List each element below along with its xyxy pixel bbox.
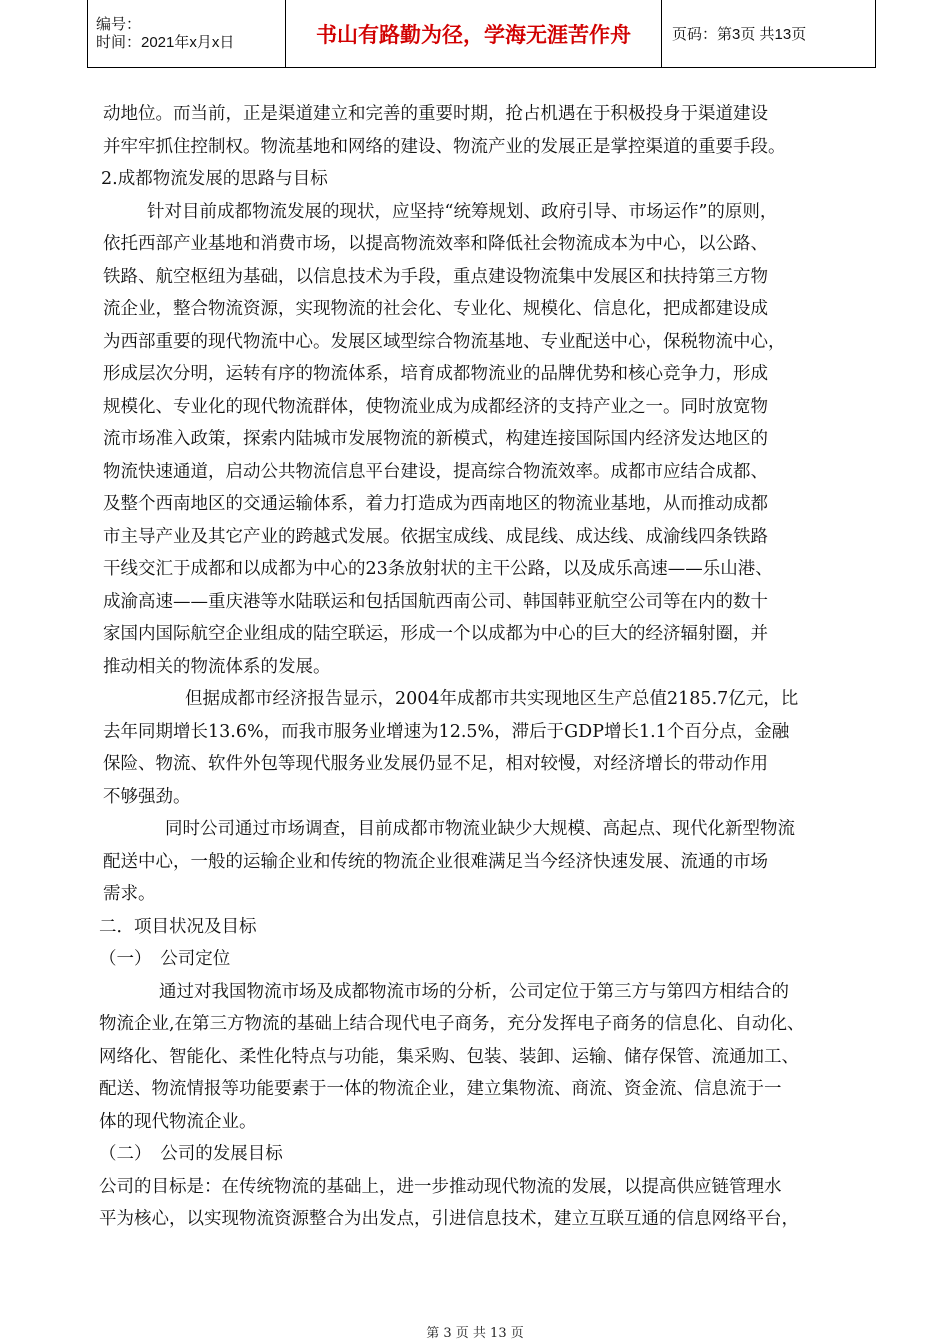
header-page-cell [662, 0, 875, 67]
text-line: 铁路、航空枢纽为基础，以信息技术为手段，重点建设物流集中发展区和扶持第三方物 [103, 266, 768, 287]
paragraph-start: 但据成都市经济报告显示，2004年成都市共实现地区生产总值2185.7亿元，比 [185, 689, 799, 709]
text-line: 形成层次分明，运转有序的物流体系，培育成都物流业的品牌优势和核心竞争力，形成 [103, 364, 768, 384]
text-line: 家国内国际航空企业组成的陆空联运，形成一个以成都为中心的巨大的经济辐射圈，并 [103, 624, 768, 644]
text-line: 规模化、专业化的现代物流群体，使物流业成为成都经济的支持产业之一。同时放宽物 [103, 396, 768, 417]
subsection-heading: （二） 公司的发展目标 [99, 1144, 283, 1164]
text-line: 平为核心，以实现物流资源整合为出发点，引进信息技术，建立互联互通的信息网络平台， [99, 1209, 799, 1229]
text-line: 网络化、智能化、柔性化特点与功能，集采购、包装、装卸、运输、储存保管、流通加工、 [99, 1046, 799, 1067]
text-line: 不够强劲。 [103, 786, 191, 807]
text-line: 配送中心，一般的运输企业和传统的物流企业很难满足当今经济快速发展、流通的市场 [103, 851, 768, 872]
text-line: 及整个西南地区的交通运输体系，着力打造成为西南地区的物流业基地，从而推动成都 [103, 494, 768, 514]
page-number-label: 页码：第3页 共13页 [672, 26, 807, 43]
header-motto-cell [286, 0, 662, 67]
text-line: 配送、物流情报等功能要素于一体的物流企业，建立集物流、商流、资金流、信息流于一 [99, 1079, 782, 1099]
text-line: 公司的目标是：在传统物流的基础上，进一步推动现代物流的发展，以提高供应链管理水 [99, 1176, 782, 1197]
text-line: 体的现代物流企业。 [99, 1111, 257, 1132]
section-heading: 2.成都物流发展的思路与目标 [101, 169, 328, 189]
text-line: 并牢牢抓住控制权。物流基地和网络的建设、物流产业的发展正是掌控渠道的重要手段。 [103, 136, 786, 157]
text-line: 成渝高速——重庆港等水陆联运和包括国航西南公司、韩国韩亚航空公司等在内的数十 [103, 591, 768, 612]
text-line: 物流快速通道，启动公共物流信息平台建设，提高综合物流效率。成都市应结合成都、 [103, 461, 768, 482]
text-line: 流市场准入政策，探索内陆城市发展物流的新模式，构建连接国际国内经济发达地区的 [103, 429, 768, 449]
paragraph-start: 针对目前成都物流发展的现状，应坚持“统筹规划、政府引导、市场运作”的原则， [147, 201, 778, 222]
paragraph-start: 通过对我国物流市场及成都物流市场的分析，公司定位于第三方与第四方相结合的 [159, 981, 789, 1002]
section-heading: 二．项目状况及目标 [99, 916, 257, 937]
page-header [87, 0, 876, 68]
text-line: 流企业，整合物流资源，实现物流的社会化、专业化、规模化、信息化，把成都建设成 [103, 299, 768, 319]
header-info-cell [88, 0, 286, 67]
document-body [99, 98, 873, 1236]
text-line: 去年同期增长13.6%，而我市服务业增速为12.5%，滞后于GDP增长1.1个百分点，金融 [103, 721, 790, 742]
text-line: 推动相关的物流体系的发展。 [103, 656, 331, 677]
text-line: 物流企业,在第三方物流的基础上结合现代电子商务，充分发挥电子商务的信息化、自动化、 [99, 1014, 805, 1034]
subsection-heading: （一） 公司定位 [99, 949, 231, 969]
text-line: 市主导产业及其它产业的跨越式发展。依据宝成线、成昆线、成达线、成渝线四条铁路 [103, 526, 768, 547]
text-line: 需求。 [103, 884, 156, 904]
text-line: 干线交汇于成都和以成都为中心的23条放射状的主干公路，以及成乐高速——乐山港、 [103, 559, 773, 579]
paragraph-start: 同时公司通过市场调查，目前成都市物流业缺少大规模、高起点、现代化新型物流 [165, 819, 795, 839]
page-footer: 第 3 页 共 13 页 [426, 1326, 524, 1341]
text-line: 保险、物流、软件外包等现代服务业发展仍显不足，相对较慢，对经济增长的带动作用 [103, 754, 768, 774]
time-label: 时间：2021年x月x日 [96, 33, 235, 51]
text-line: 动地位。而当前，正是渠道建立和完善的重要时期，抢占机遇在于积极投身于渠道建设 [103, 104, 768, 124]
number-label: 编号： [96, 15, 142, 33]
motto-text: 书山有路勤为径，学海无涯苦作舟 [316, 22, 631, 47]
text-line: 为西部重要的现代物流中心。发展区域型综合物流基地、专业配送中心，保税物流中心， [103, 331, 786, 352]
text-line: 依托西部产业基地和消费市场，以提高物流效率和降低社会物流成本为中心，以公路、 [103, 234, 768, 254]
